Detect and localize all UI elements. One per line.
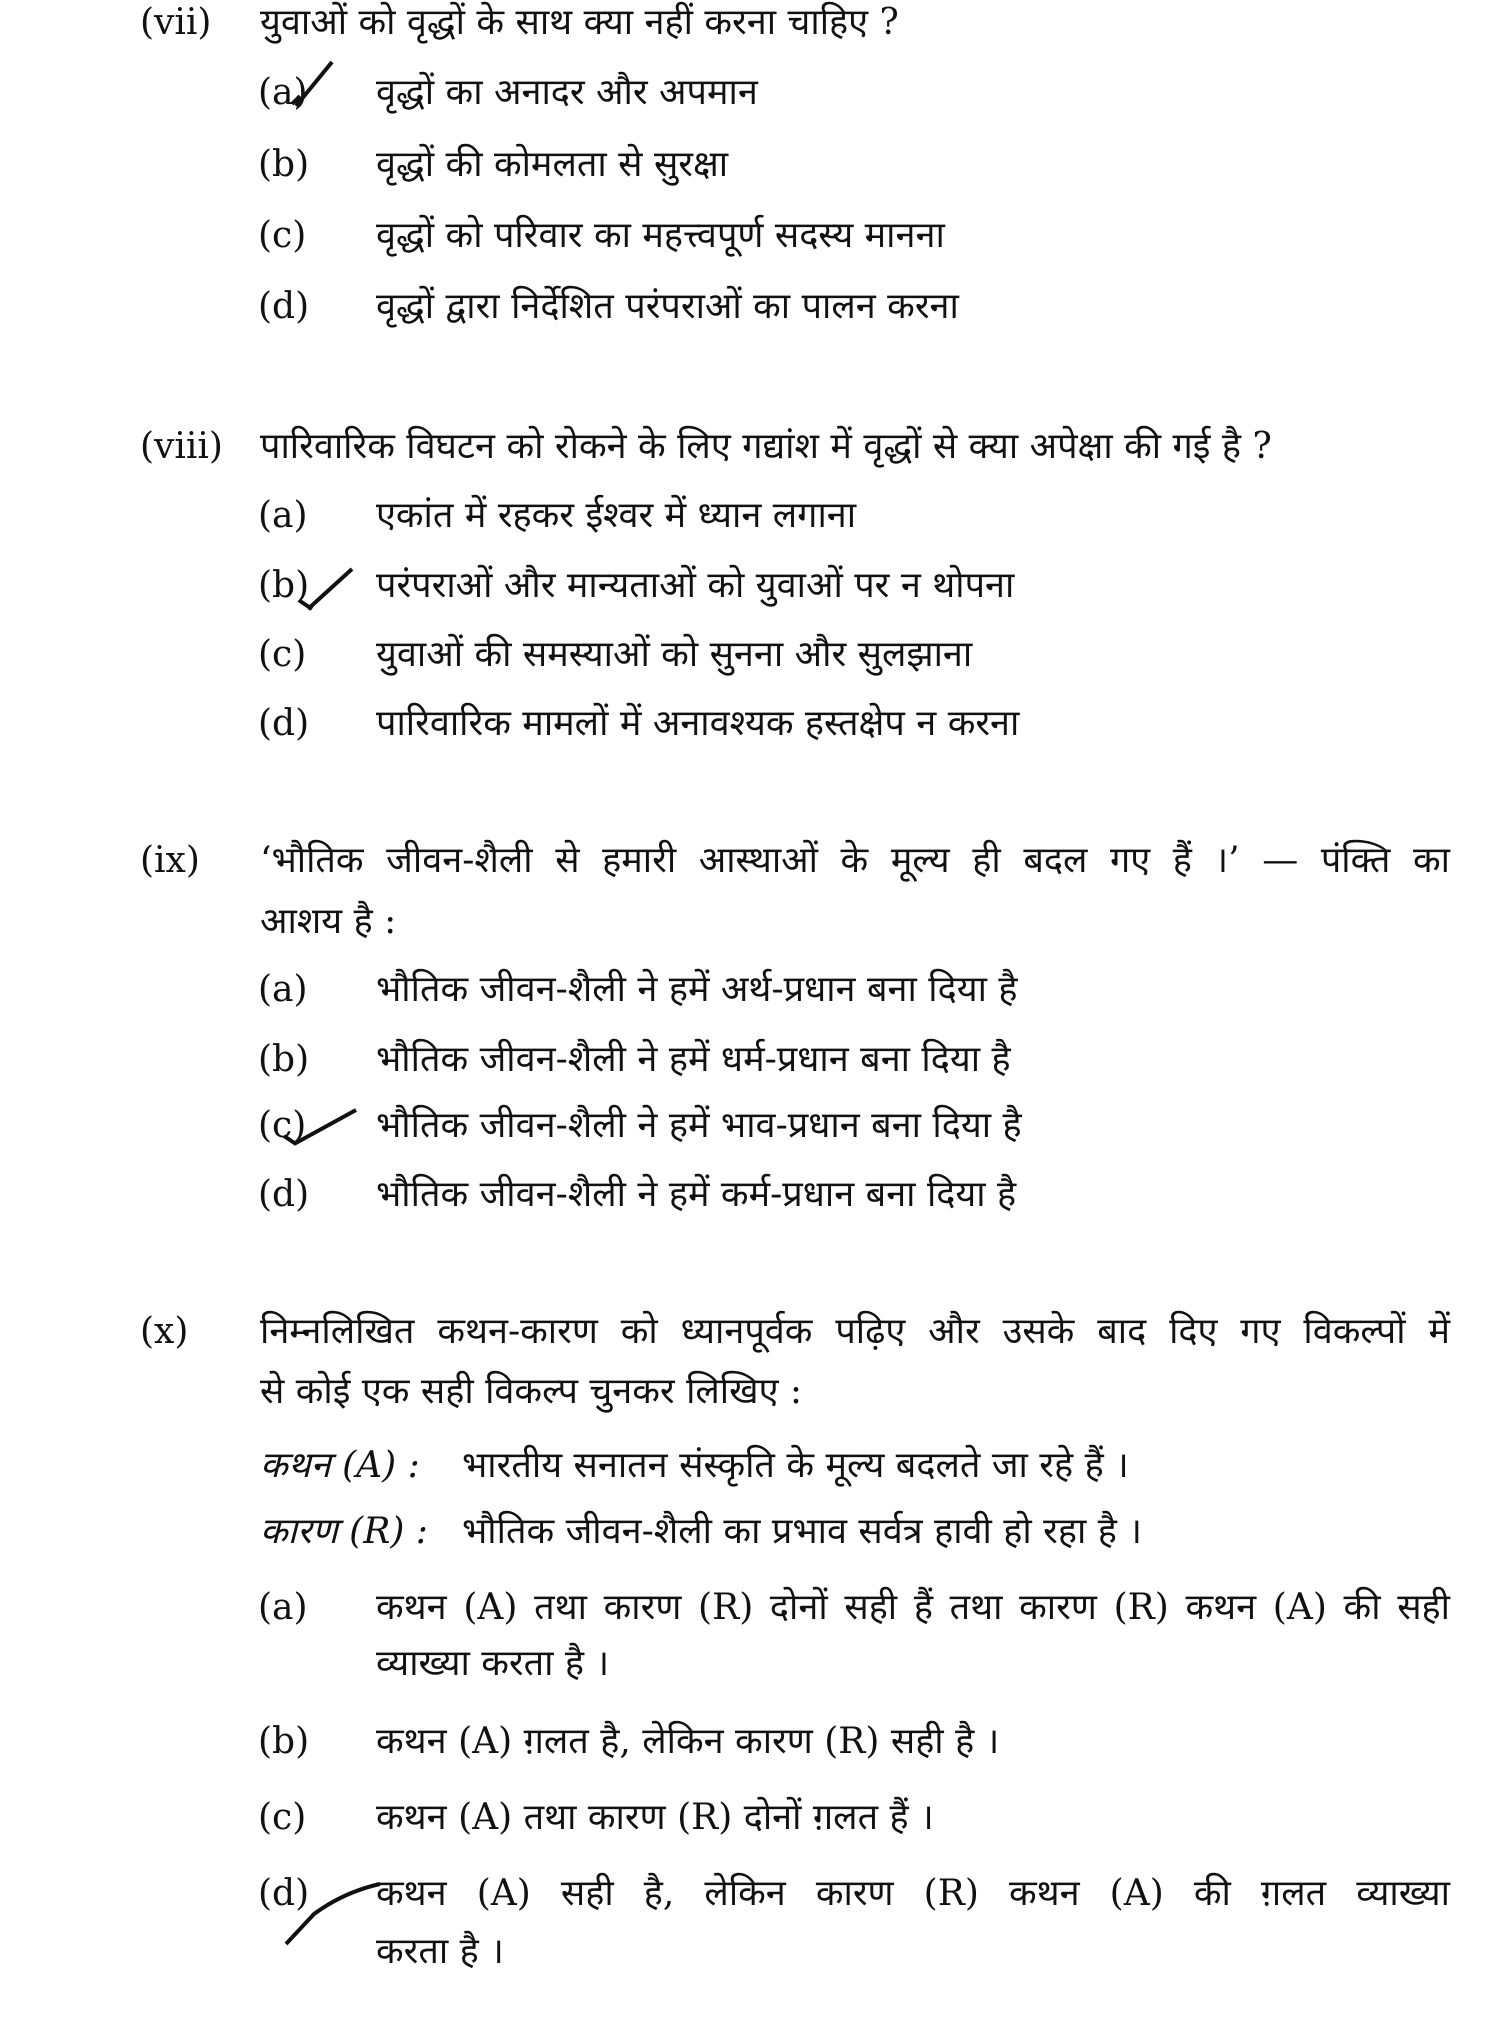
option-label: (c)	[258, 215, 307, 256]
option-label: (a)	[258, 72, 308, 113]
option-label: (a)	[258, 495, 308, 536]
option-text: वृद्धों का अनादर और अपमान	[376, 72, 758, 113]
question-text: पारिवारिक विघटन को रोकने के लिए गद्यांश में वृद्धों से क्या अपेक्षा की गई है ?	[260, 426, 1272, 467]
option-text: भौतिक जीवन-शैली ने हमें अर्थ-प्रधान बना दिया है	[376, 969, 1018, 1010]
option-label: (b)	[258, 1721, 310, 1762]
option-label: (d)	[258, 286, 310, 327]
option-label: (c)	[258, 634, 307, 675]
option-text: कथन (A) तथा कारण (R) दोनों सही हैं तथा कारण (R) कथन (A) की सही	[376, 1587, 1450, 1628]
option-text: व्याख्या करता है ।	[376, 1643, 610, 1684]
question-number: (vii)	[140, 2, 212, 43]
option-text: भौतिक जीवन-शैली ने हमें धर्म-प्रधान बना दिया है	[376, 1039, 1011, 1080]
option-label: (b)	[258, 144, 310, 185]
option-text: एकांत में रहकर ईश्वर में ध्यान लगाना	[376, 495, 857, 536]
question-text: निम्नलिखित कथन-कारण को ध्यानपूर्वक पढ़िए और उसके बाद दिए गए विकल्पों में	[260, 1311, 1450, 1352]
reason-label: कारण (R) :	[260, 1511, 428, 1552]
question-text: आशय है :	[260, 901, 397, 942]
assertion-text: भारतीय सनातन संस्कृति के मूल्य बदलते जा रहे हैं ।	[462, 1445, 1129, 1486]
option-label: (d)	[258, 1873, 310, 1914]
option-text: कथन (A) ग़लत है, लेकिन कारण (R) सही है ।	[376, 1721, 1000, 1762]
question-number: (viii)	[140, 426, 223, 467]
question-number: (ix)	[140, 840, 200, 881]
assertion-label: कथन (A) :	[260, 1445, 420, 1486]
option-label: (a)	[258, 969, 308, 1010]
option-text: भौतिक जीवन-शैली ने हमें कर्म-प्रधान बना दिया है	[376, 1174, 1017, 1215]
option-text: वृद्धों द्वारा निर्देशित परंपराओं का पालन करना	[376, 286, 959, 327]
option-text: पारिवारिक मामलों में अनावश्यक हस्तक्षेप न करना	[376, 703, 1020, 744]
option-text: करता है ।	[376, 1931, 504, 1972]
question-number: (x)	[140, 1311, 189, 1352]
option-text: वृद्धों की कोमलता से सुरक्षा	[376, 144, 729, 185]
option-text: कथन (A) सही है, लेकिन कारण (R) कथन (A) की ग़लत व्याख्या	[376, 1873, 1450, 1914]
option-text: भौतिक जीवन-शैली ने हमें भाव-प्रधान बना दिया है	[376, 1105, 1022, 1146]
option-text: कथन (A) तथा कारण (R) दोनों ग़लत हैं ।	[376, 1797, 934, 1838]
tick-mark-icon	[284, 1880, 384, 1950]
option-text: वृद्धों को परिवार का महत्त्वपूर्ण सदस्य मानना	[376, 215, 945, 256]
option-label: (a)	[258, 1587, 308, 1628]
option-label: (d)	[258, 1174, 310, 1215]
tick-mark-icon	[280, 1100, 360, 1150]
option-label: (c)	[258, 1797, 307, 1838]
question-text: युवाओं को वृद्धों के साथ क्या नहीं करना चाहिए ?	[260, 2, 899, 43]
option-label: (b)	[258, 565, 310, 606]
question-text: ‘भौतिक जीवन-शैली से हमारी आस्थाओं के मूल्य ही बदल गए हैं ।’ — पंक्ति का	[260, 840, 1450, 881]
option-label: (b)	[258, 1039, 310, 1080]
option-text: परंपराओं और मान्यताओं को युवाओं पर न थोपना	[376, 565, 1015, 606]
question-text: से कोई एक सही विकल्प चुनकर लिखिए :	[260, 1371, 803, 1412]
tick-mark-icon	[290, 60, 340, 110]
reason-text: भौतिक जीवन-शैली का प्रभाव सर्वत्र हावी हो रहा है ।	[462, 1511, 1142, 1552]
tick-mark-icon	[298, 565, 358, 615]
option-label: (c)	[258, 1105, 307, 1146]
option-label: (d)	[258, 703, 310, 744]
option-text: युवाओं की समस्याओं को सुनना और सुलझाना	[376, 634, 973, 675]
